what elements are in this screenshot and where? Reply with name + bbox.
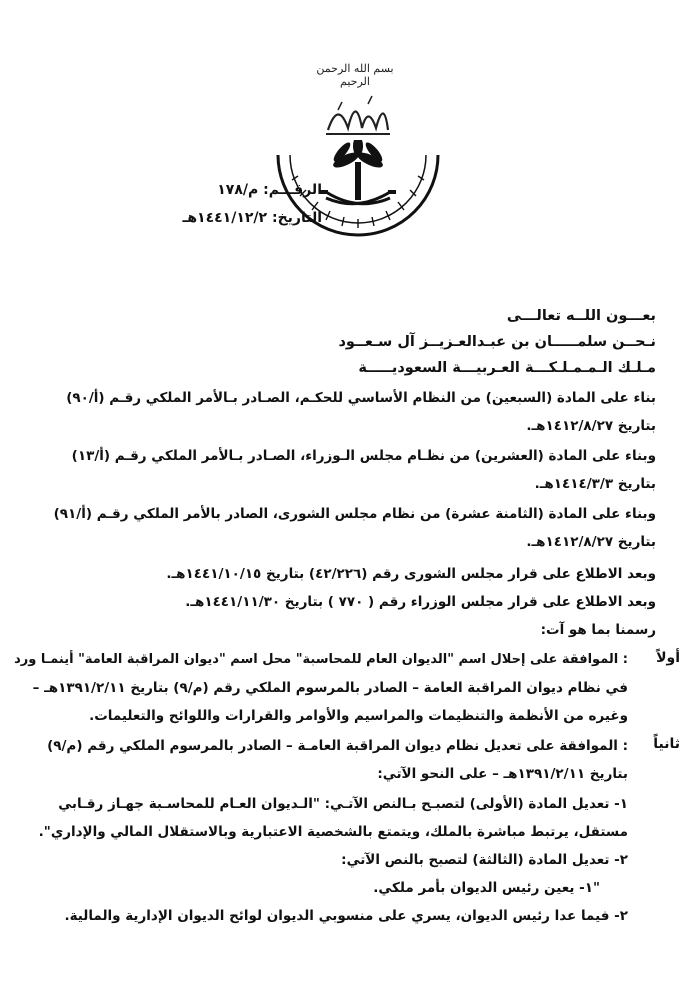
body-line: بتاريخ ١٤١٢/٨/٢٧هـ. bbox=[526, 534, 656, 550]
article-line: : الموافقة على تعديل نظام ديوان المراقبة العامـة – الصادر بالمرسوم الملكي رقم (م/٩) bbox=[47, 738, 628, 754]
article-line: ٢- فيما عدا رئيس الديوان، يسري على منسوبي الديوان لوائح الديوان الإدارية والمالية. bbox=[64, 908, 628, 924]
body-line: وبعد الاطلاع على قرار مجلس الوزراء رقم ( ٧٧٠ ) بتاريخ ١٤٤١/١١/٣٠هـ. bbox=[185, 594, 656, 610]
reference-number: الرقـــم: م/١٧٨ bbox=[217, 182, 322, 198]
article-line: في نظام ديوان المراقبة العامة – الصادر بالمرسوم الملكي رقم (م/٩) بتاريخ ١٣٩١/٢/١١هـ – bbox=[32, 680, 628, 696]
invocation-line: بعـــون اللــه تعالـــى bbox=[506, 308, 656, 324]
king-title-line: مـلـك الـمـمـلـكـــة العـربيـــة السعوديـــــة bbox=[358, 360, 656, 376]
article-line: : الموافقة على إحلال اسم "الديوان العام للمحاسبة" محل اسم "ديوان المراقبة العامة" أينمـا ورد bbox=[14, 652, 628, 667]
body-line: وبناء على المادة (الثامنة عشرة) من نظام مجلس الشورى، الصادر بالأمر الملكي رقـم (أ/٩١) bbox=[53, 506, 656, 522]
article-line: بتاريخ ١٣٩١/٢/١١هـ – على النحو الآتي: bbox=[377, 766, 628, 782]
basmala: بسم الله الرحمن الرحيم bbox=[316, 62, 394, 88]
article-label: أولاً bbox=[656, 650, 680, 666]
body-line: وبناء على المادة (العشرين) من نظـام مجلس الـوزراء، الصـادر بـالأمر الملكي رقـم (أ/١٣) bbox=[71, 448, 656, 464]
reference-date: التاريخ: ١٤٤١/١٢/٢هـ bbox=[182, 210, 322, 226]
king-name-line: نـحــن سلمـــــان بن عبـدالعـزيــز آل سـعــود bbox=[338, 334, 656, 350]
body-line: بتاريخ ١٤١٢/٨/٢٧هـ. bbox=[526, 418, 656, 434]
body-line: رسمنا بما هو آت: bbox=[540, 622, 656, 638]
royal-tughra-calligraphy bbox=[318, 90, 398, 140]
body-line: بتاريخ ١٤١٤/٣/٣هـ. bbox=[534, 476, 656, 492]
article-line: ١- تعديل المادة (الأولى) لتصبـح بـالنص الآتـي: "الـديوان العـام للمحاسـبة جهـاز رقـابي bbox=[58, 796, 628, 812]
body-line: وبعد الاطلاع على قرار مجلس الشورى رقم (٤٢/٢٢٦) بتاريخ ١٤٤١/١٠/١٥هـ. bbox=[166, 566, 656, 582]
saudi-emblem-seal bbox=[268, 140, 448, 270]
body-line: بناء على المادة (السبعين) من النظام الأساسي للحكـم، الصـادر بـالأمر الملكي رقـم (أ/٩٠) bbox=[66, 390, 656, 406]
article-line: ٢- تعديل المادة (الثالثة) لتصبح بالنص الآتي: bbox=[341, 852, 628, 868]
article-line: "١- يعين رئيس الديوان بأمر ملكي. bbox=[373, 880, 600, 896]
article-line: مستقل، يرتبط مباشرة بالملك، ويتمتع بالشخصية الاعتبارية وبالاستقلال المالي والإداري". bbox=[38, 824, 628, 840]
article-line: وغيره من الأنظمة والتنظيمات والمراسيم والأوامر والقرارات واللوائح والتعليمات. bbox=[89, 708, 628, 724]
article-label: ثانياً bbox=[653, 736, 680, 752]
